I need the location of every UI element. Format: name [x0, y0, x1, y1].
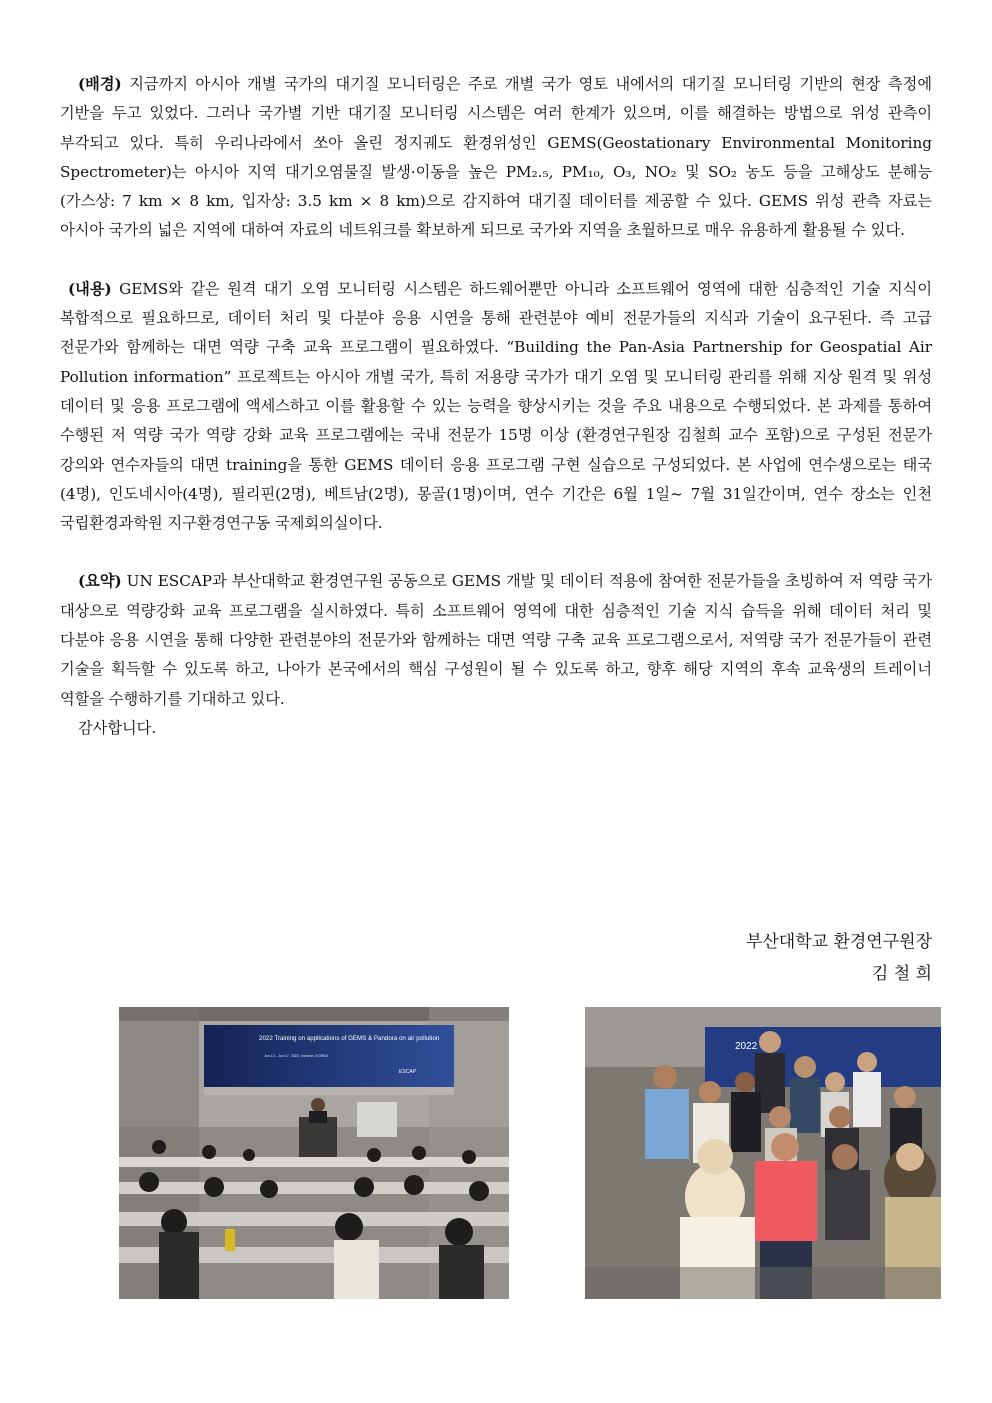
banner-title: 2022 Training on applications of GEMS & Pandora on air pollution [259, 1035, 440, 1042]
content-text: GEMS와 같은 원격 대기 오염 모니터링 시스템은 하드웨어뿐만 아니라 소프트웨어 영역에 대한 심층적인 기술 지식이 복합적으로 필요하므로, 데이터 처리 및 다분야 응용 시연을 통해 관련분야 예비 전문가들의 지식과 기술이 요구된다. 즉 고급 전문가와 함께하는 대면 역량 구축 교육 프로그램이 필요하였다. “Building the Pan-Asia Partnership for Geospatial Air Pollution information” 프로젝트는 아시아 개별 국가, 특히 저용량 국가가 대기 오염 및 모니터링 관리를 위해 지상 원격 및 위성 데이터 및 응용 프로그램에 액세스하고 이를 활용할 수 있는 능력을 향상시키는 것을 주요 내용으로 수행되었다. 본 과제를 통하여 수행된 저 역량 국가 역량 강화 교육 프로그램에는 국내 전문가 15명 이상 (환경연구원장 김철희 교수 포함)으로 구성된 전문가 강의와 연수자들의 대면 training을 통한 GEMS 데이터 응용 프로그램 구현 실습으로 구성되었다. 본 사업에 연수생으로는 태국 (4명), 인도네시아(4명), 필리핀(2명), 베트남(2명), 몽골(1명)이며, 연수 기간은 6월 1일~ 7월 31일간이며, 연수 장소는 인천 국립환경과학원 지구환경연구동 국제회의실이다. [60, 279, 932, 533]
group-photo [585, 1007, 941, 1299]
background-paragraph [60, 70, 932, 246]
closing-thanks: 감사합니다. [78, 718, 157, 737]
signature-block [746, 926, 932, 990]
summary-text: UN ESCAP과 부산대학교 환경연구원 공동으로 GEMS 개발 및 데이터 적용에 참여한 전문가들을 초빙하여 저 역량 국가 대상으로 역량강화 교육 프로그램을 실시하였다. 특히 소프트웨어 영역에 대한 심층적인 기술 지식 습득을 위해 데이터 처리 및 다분야 응용 시연을 통해 다양한 관련분야의 전문가와 함께하는 대면 역량 구축 교육 프로그램으로서, 저역량 국가 전문가들이 관련 기술을 획득할 수 있도록 하고, 나아가 본국에서의 핵심 구성원이 될 수 있도록 하고, 향후 해당 지역의 후속 교육생의 트레이너 역할을 수행하기를 기대하고 있다. [60, 572, 932, 708]
summary-label: (요약) [78, 572, 122, 591]
background-text: 지금까지 아시아 개별 국가의 대기질 모니터링은 주로 개별 국가 영토 내에서의 대기질 모니터링 기반의 현장 측정에 기반을 두고 있었다. 그러나 국가별 기반 대기질 모니터링 시스템은 여러 한계가 있으며, 이를 해결하는 방법으로 위성 관측이 부각되고 있다. 특히 우리나라에서 쏘아 올린 정지궤도 환경위성인 GEMS(Geostationary Environmental Monitoring Spectrometer)는 아시아 지역 대기오염물질 발생·이동을 높은 PM₂.₅, PM₁₀, O₃, NO₂ 및 SO₂ 농도 등을 고해상도 분해능 (가스상: 7 km × 8 km, 입자상: 3.5 km × 8 km)으로 감지하여 대기질 데이터를 제공할 수 있다. GEMS 위성 관측 자료는 아시아 국가의 넓은 지역에 대하여 자료의 네트워크를 확보하게 되므로 국가와 지역을 초월하므로 매우 유용하게 활용될 수 있다. [60, 75, 932, 240]
document-body [60, 70, 932, 743]
lecture-hall-photo [119, 1007, 509, 1299]
banner-subtitle: Jun 13 - Jun 17, 2022, Incheon, KOREA [264, 1054, 329, 1058]
signature-org: 부산대학교 환경연구원장 [745, 932, 932, 952]
summary-paragraph [60, 567, 932, 713]
content-paragraph [60, 275, 932, 539]
signature-name: 김 철 희 [871, 964, 932, 984]
banner-logo: ESCAP [399, 1069, 416, 1075]
group-banner-title: 2022 [735, 1041, 758, 1052]
background-label: (배경) [78, 75, 122, 93]
content-label: (내용) [68, 279, 112, 298]
